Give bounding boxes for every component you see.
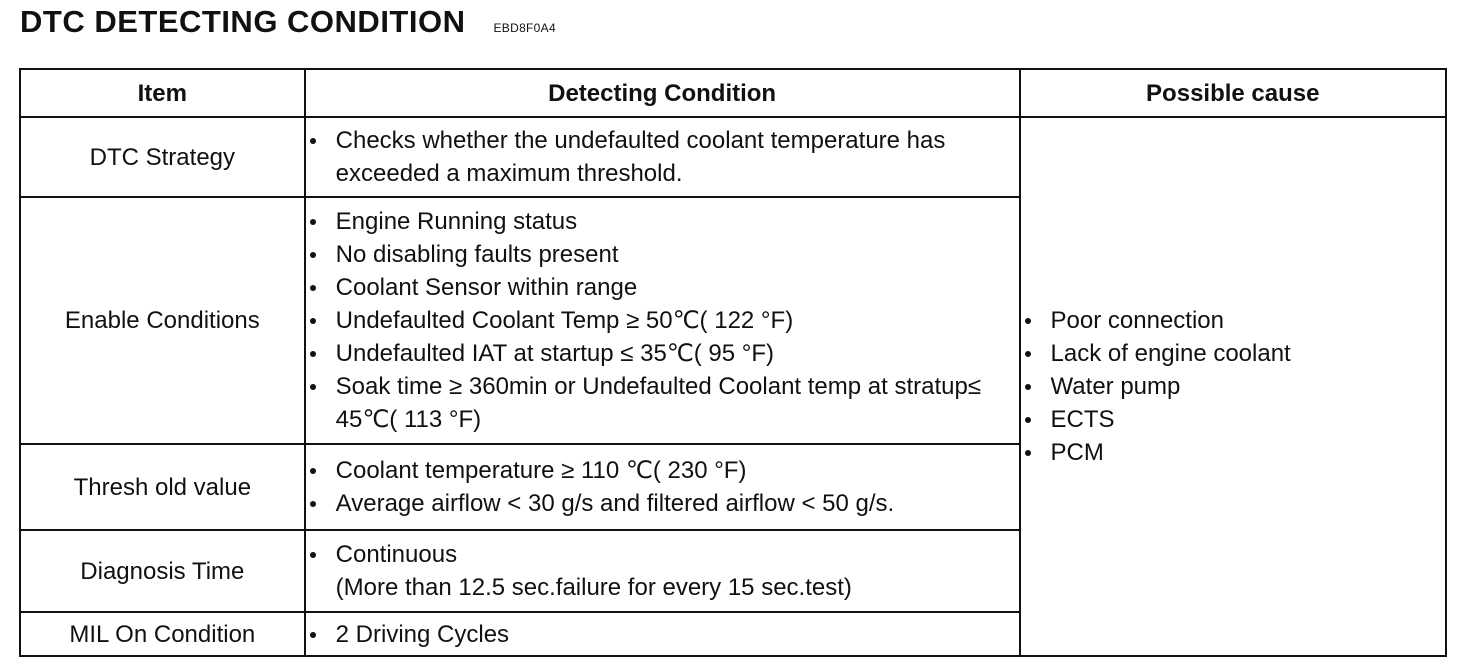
condition-item: Coolant temperature ≥ 110 ℃( 230 °F) [306, 454, 1019, 487]
condition-item: Undefaulted IAT at startup ≤ 35℃( 95 °F) [306, 337, 1019, 370]
condition-list [306, 124, 1019, 190]
column-header-possible-cause: Possible cause [1020, 69, 1446, 117]
condition-item: No disabling faults present [306, 238, 1019, 271]
condition-list [306, 538, 1019, 571]
dtc-condition-table [19, 68, 1447, 657]
column-header-detecting-condition: Detecting Condition [305, 69, 1020, 117]
threshold-conditions [305, 444, 1020, 530]
cause-item: ECTS [1021, 403, 1445, 436]
condition-list [306, 205, 1019, 436]
condition-item: Engine Running status [306, 205, 1019, 238]
column-header-item: Item [20, 69, 305, 117]
condition-item: 2 Driving Cycles [306, 618, 1019, 651]
condition-item: Coolant Sensor within range [306, 271, 1019, 304]
enable-conditions-list-cell [305, 197, 1020, 444]
row-label-enable-conditions: Enable Conditions [20, 197, 305, 444]
row-label-diagnosis-time: Diagnosis Time [20, 530, 305, 612]
row-label-dtc-strategy: DTC Strategy [20, 117, 305, 197]
document-code: EBD8F0A4 [493, 21, 556, 35]
row-label-mil-on-condition: MIL On Condition [20, 612, 305, 656]
dtc-strategy-conditions [305, 117, 1020, 197]
condition-item: Checks whether the undefaulted coolant temperature has exceeded a maximum threshold. [306, 124, 1019, 190]
cause-item: Lack of engine coolant [1021, 337, 1445, 370]
possible-cause-cell [1020, 117, 1446, 656]
table-row [20, 117, 1446, 197]
condition-list [306, 454, 1019, 520]
condition-list [306, 618, 1019, 651]
cause-item: PCM [1021, 436, 1445, 469]
condition-note: (More than 12.5 sec.failure for every 15 sec.test) [335, 574, 852, 601]
table-header-row [20, 69, 1446, 117]
page-title: DTC DETECTING CONDITION [20, 4, 466, 39]
condition-item: Average airflow < 30 g/s and filtered airflow < 50 g/s. [306, 487, 1019, 520]
condition-item: Continuous [306, 538, 1019, 571]
possible-cause-list [1021, 304, 1445, 469]
cause-item: Poor connection [1021, 304, 1445, 337]
mil-on-conditions [305, 612, 1020, 656]
condition-item: Undefaulted Coolant Temp ≥ 50℃( 122 °F) [306, 304, 1019, 337]
cause-item: Water pump [1021, 370, 1445, 403]
condition-item: Soak time ≥ 360min or Undefaulted Coolant temp at stratup≤ 45℃( 113 °F) [306, 370, 1019, 436]
diagnosis-time-conditions [305, 530, 1020, 612]
row-label-threshold-value: Thresh old value [20, 444, 305, 530]
title-row [20, 4, 556, 44]
